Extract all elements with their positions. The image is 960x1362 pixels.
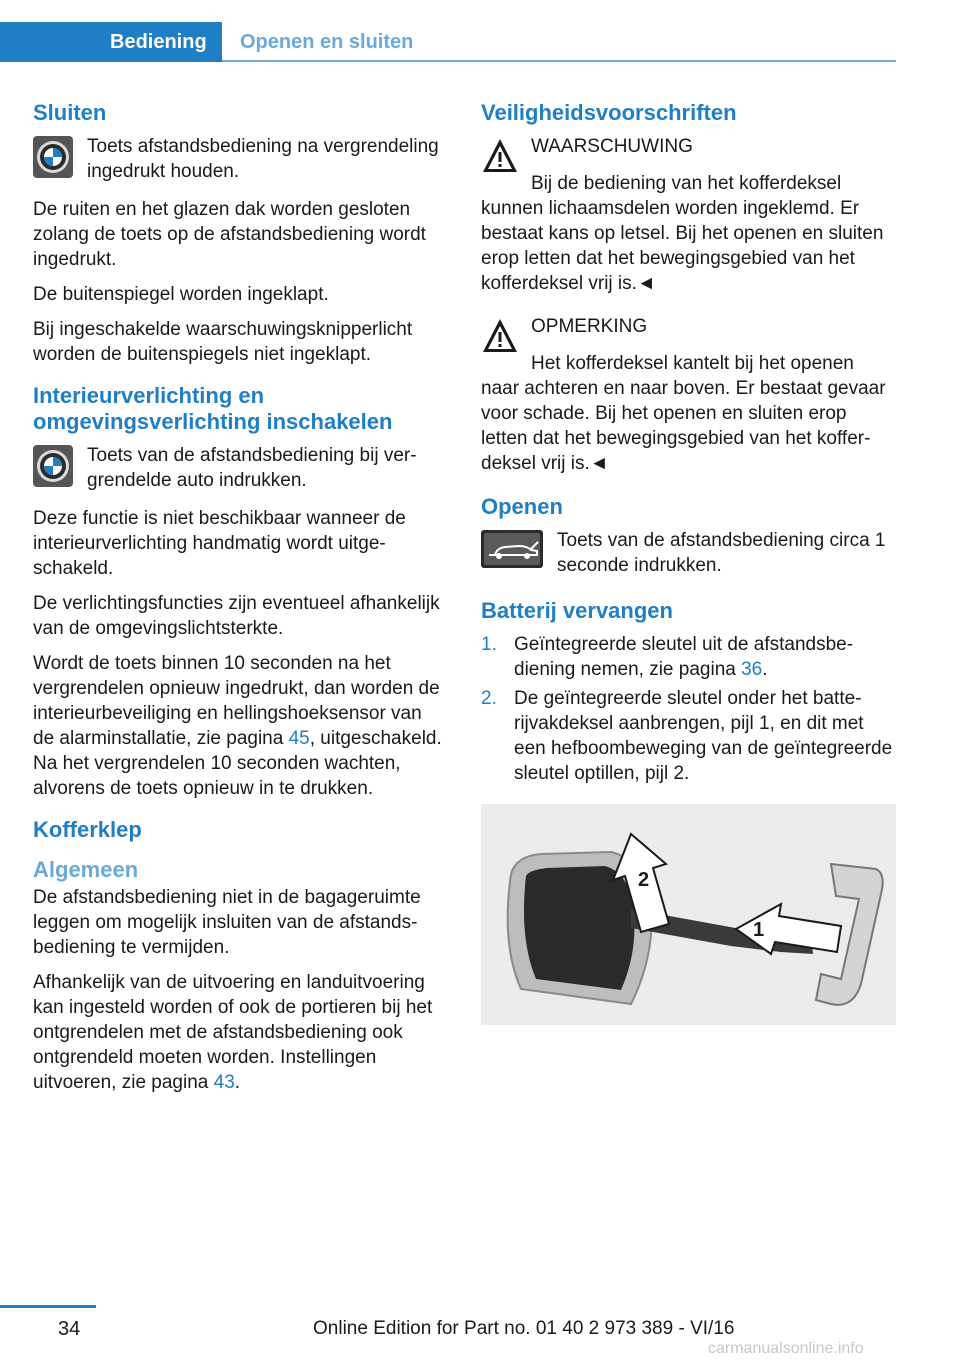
tab-bediening[interactable]: Bediening xyxy=(0,22,222,62)
left-column xyxy=(33,100,447,1105)
warning-triangle-icon xyxy=(481,136,519,183)
sluiten-icon-row xyxy=(33,134,447,185)
battery-steps-list xyxy=(481,632,895,786)
subsection-title-algemeen: Algemeen xyxy=(33,857,139,882)
watermark: carmanualsonline.info xyxy=(708,1340,864,1357)
warning-triangle-icon xyxy=(481,316,519,363)
section-title-kofferklep: Kofferklep xyxy=(33,817,142,842)
section-title-veiligheidsvoorschriften: Veiligheidsvoorschriften xyxy=(481,100,737,125)
paragraph xyxy=(33,970,447,1095)
edition-text: Online Edition for Part no. 01 40 2 973 389 - VI/16 xyxy=(313,1318,735,1339)
text: Geïntegreerde sleutel uit de afstandsbediening nemen, zie pagina xyxy=(514,634,854,680)
tab-openen-en-sluiten[interactable]: Openen en sluiten xyxy=(240,31,414,53)
text: Wordt de toets binnen 10 seconden na het vergrendelen opnieuw ingedrukt, dan worden de interieurbeveiliging en hellingshoeksensor van de alarminstallatie, zie pagina xyxy=(33,653,440,749)
openen-icon-row xyxy=(481,528,895,578)
openen-instruction: Toets van de afstandsbediening circa 1 seconde indrukken. xyxy=(557,530,886,576)
interieur-instruction: Toets van de afstandsbediening bij vergrendelde auto indrukken. xyxy=(87,445,417,491)
right-column xyxy=(481,100,895,1025)
key-illustration-svg xyxy=(481,804,896,1025)
header-divider xyxy=(222,60,896,62)
warning-block xyxy=(481,134,895,296)
arrow-2-label: 2 xyxy=(638,869,650,891)
step-text xyxy=(514,632,895,682)
step-text: De geïntegreerde sleutel onder het batterijvakdeksel aanbrengen, pijl 1, en dit met een hefboombeweging van de geïntegreerde sleutel optillen, pijl 2. xyxy=(514,688,893,784)
section-title-interieurverlichting: Interieurverlichting en omgevingsverlichting inschakelen xyxy=(33,383,393,434)
page-link-45[interactable]: 45 xyxy=(288,728,310,749)
paragraph: De ruiten en het glazen dak worden gesloten zolang de toets op de afstandsbediening wordt ingedrukt. xyxy=(33,199,426,270)
page-link-36[interactable]: 36 xyxy=(741,659,763,680)
text: Het kofferdeksel kantelt bij het openen naar achteren en naar boven. Er bestaat gevaar voor schade. Bij het openen en sluiten erop letten dat het bewegingsgebied van het kofferdeksel vrij is.◄ xyxy=(481,353,886,474)
text: , uitgeschakeld. Na het vergrendelen 10 seconden wachten, alvorens de toets opnieuw in te drukken. xyxy=(33,728,442,799)
section-title-sluiten: Sluiten xyxy=(33,100,107,125)
page-link-43[interactable]: 43 xyxy=(213,1072,235,1093)
key-battery-illustration xyxy=(481,804,896,1025)
paragraph: Bij ingeschakelde waarschuwingsknipperlicht worden de buitenspiegels niet ingeklapt. xyxy=(33,319,413,365)
page-number: 34 xyxy=(58,1318,81,1340)
paragraph: De afstandsbediening niet in de bagageruimte leggen om mogelijk insluiten van de afstandsbediening te vermijden. xyxy=(33,887,421,958)
text: Bij de bediening van het kofferdeksel kunnen lichaamsdelen worden ingeklemd. Er bestaat kans op letsel. Bij het openen en sluiten erop letten dat het bewegingsgebied van het kofferdeksel vrij is.◄ xyxy=(481,173,884,294)
list-item xyxy=(481,632,895,682)
paragraph: De buitenspiegel worden ingeklapt. xyxy=(33,284,329,305)
warning-label: WAARSCHUWING xyxy=(531,136,693,157)
section-title-openen: Openen xyxy=(481,494,563,519)
warning-text xyxy=(481,171,895,296)
footer-accent-line xyxy=(0,1305,96,1308)
car-trunk-open-icon xyxy=(481,530,543,575)
list-item xyxy=(481,686,895,786)
arrow-1-label: 1 xyxy=(753,919,765,941)
text: . xyxy=(762,659,768,680)
paragraph xyxy=(33,651,447,801)
text: Afhankelijk van de uitvoering en landuitvoering kan ingesteld worden of ook de portieren bij het ontgrendelen met de afstandsbediening ook ontgrendeld moeten worden. Instellingen uitvoeren, zie pagina xyxy=(33,972,433,1093)
note-block xyxy=(481,314,895,476)
interieur-icon-row xyxy=(33,443,447,494)
note-text xyxy=(481,351,895,476)
text: . xyxy=(234,1072,241,1093)
bmw-logo-key-icon xyxy=(33,136,73,185)
page-header xyxy=(0,0,960,62)
note-label: OPMERKING xyxy=(531,316,648,337)
step-number: 2. xyxy=(481,688,497,709)
paragraph: Deze functie is niet beschikbaar wanneer de interieurverlichting handmatig wordt uitgeschakeld. xyxy=(33,508,406,579)
bmw-logo-key-icon xyxy=(33,445,73,494)
sluiten-instruction: Toets afstandsbediening na vergrendeling ingedrukt houden. xyxy=(87,136,439,182)
paragraph: De verlichtingsfuncties zijn eventueel afhankelijk van de omgevingslichtsterkte. xyxy=(33,593,440,639)
step-number: 1. xyxy=(481,634,497,655)
section-title-batterij-vervangen: Batterij vervangen xyxy=(481,598,673,623)
